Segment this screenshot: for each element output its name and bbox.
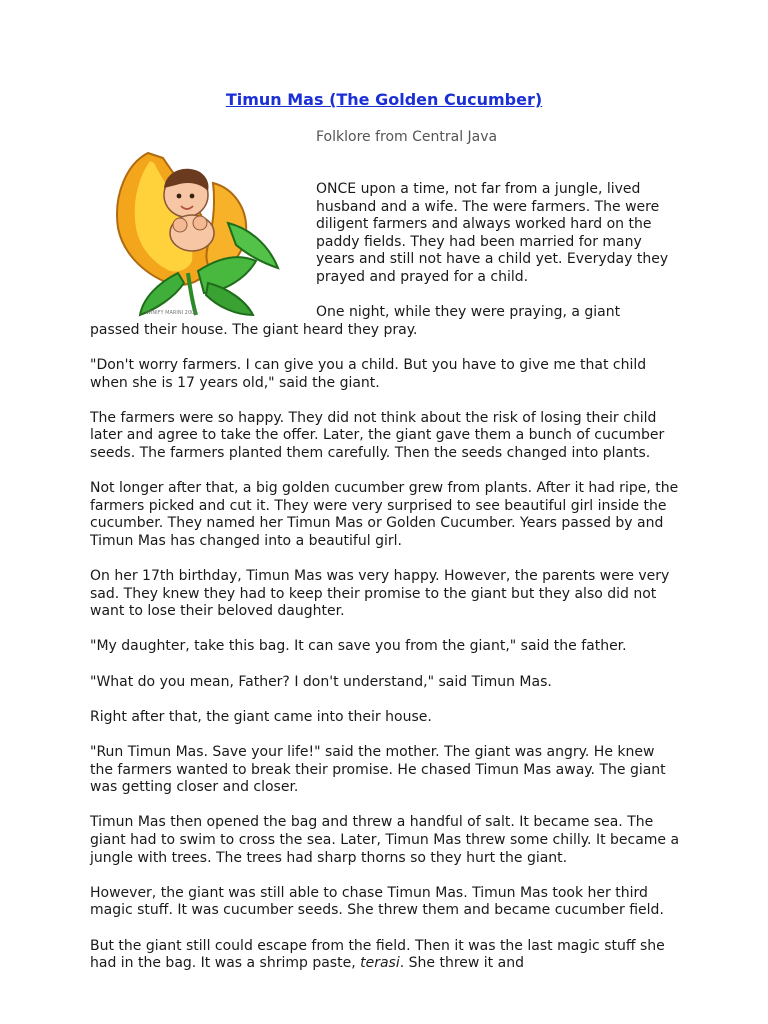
document-title-link[interactable]: Timun Mas (The Golden Cucumber) <box>225 90 543 109</box>
paragraph-1: ONCE upon a time, not far from a jungle, lived husband and a wife. The were farmers. The were diligent farmers and always worked hard on the paddy fields. They had been married for many years and still not have a child yet. Everyday they prayed and prayed for a child. <box>316 181 669 285</box>
paragraph-4: The farmers were so happy. They did not think about the risk of losing their child later and agree to take the offer. Later, the giant gave them a bunch of cucumber seeds. The farmers planted them carefully. Then the seeds changed into plants. <box>90 409 665 461</box>
paragraph-6: On her 17th birthday, Timun Mas was very happy. However, the parents were very sad. They knew they had to keep their promise to the giant but they also did not want to lose their beloved daughter. <box>90 568 670 620</box>
paragraph-2 <box>90 304 680 339</box>
paragraph-13-text: But the giant still could escape from the field. Then it was the last magic stuff she had in the bag. It was a shrimp paste, <box>90 937 665 972</box>
paragraph-7: "My daughter, take this bag. It can save you from the giant," said the father. <box>90 638 627 655</box>
paragraph-3: "Don't worry farmers. I can give you a child. But you have to give me that child when she is 17 years old," said the giant. <box>90 356 647 391</box>
paragraph-13-tail: . She threw it and <box>399 955 524 972</box>
paragraph-2-first-line: One night, while they were praying, a giant <box>316 304 621 321</box>
paragraph-9: Right after that, the giant came into their house. <box>90 708 432 725</box>
paragraph-2-rest: passed their house. The giant heard they pray. <box>90 321 418 338</box>
paragraph-13 <box>90 938 680 973</box>
illustration-credit: WINIFY MARINI 2007 <box>146 310 198 316</box>
terasi-italic: terasi <box>360 955 400 972</box>
paragraph-11: Timun Mas then opened the bag and threw a handful of salt. It became sea. The giant had to swim to cross the sea. Later, Timun Mas threw some chilly. It became a jungle with trees. The trees had sharp thorns so they hurt the giant. <box>90 814 680 866</box>
story-body <box>90 181 680 990</box>
paragraph-8: "What do you mean, Father? I don't understand," said Timun Mas. <box>90 673 552 690</box>
paragraph-12: However, the giant was still able to chase Timun Mas. Timun Mas took her third magic stuff. It was cucumber seeds. She threw them and became cucumber field. <box>90 884 664 919</box>
document-subtitle: Folklore from Central Java <box>316 129 498 145</box>
paragraph-10: "Run Timun Mas. Save your life!" said the mother. The giant was angry. He knew the farmers wanted to break their promise. He chased Timun Mas away. The giant was getting closer and closer. <box>90 744 666 796</box>
paragraph-5: Not longer after that, a big golden cucumber grew from plants. After it had ripe, the farmers picked and cut it. They were very surprised to see beautiful girl inside the cucumber. They named her Timun Mas or Golden Cucumber. Years passed by and Timun Mas has changed into a beautiful girl. <box>90 480 679 549</box>
